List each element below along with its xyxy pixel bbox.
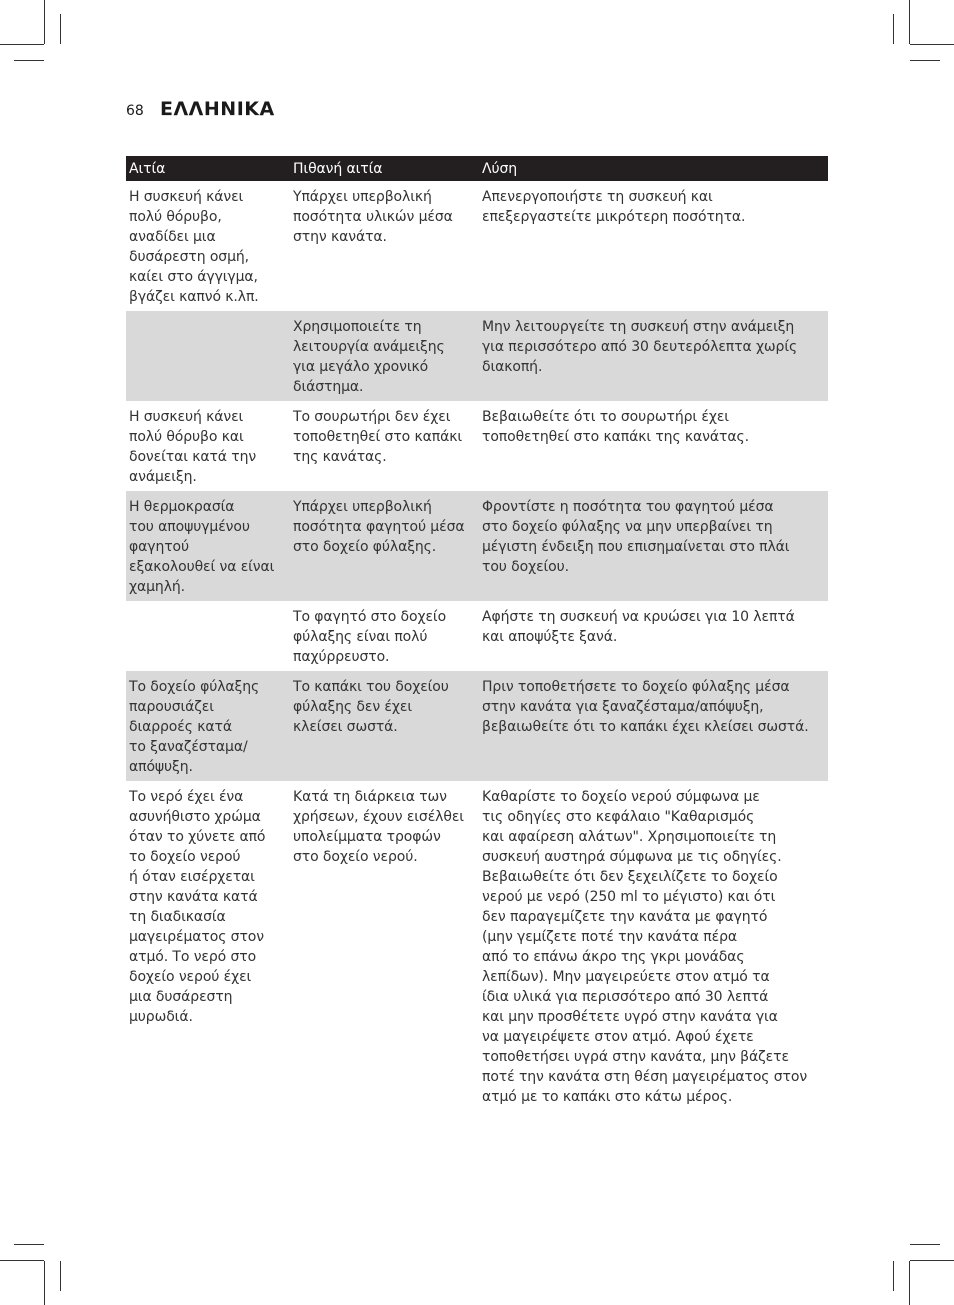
- table-row: [126, 181, 828, 311]
- table-row: [126, 671, 828, 781]
- troubleshooting-table: [126, 156, 828, 1111]
- possible-cause-cell: Χρησιμοποιείτε τη λειτουργία ανάμειξης για μεγάλο χρονικό διάστημα.: [290, 311, 479, 401]
- crop-mark: [910, 60, 940, 61]
- solution-cell: Καθαρίστε το δοχείο νερού σύμφωνα με τις οδηγίες στο κεφάλαιο "Καθαρισμός και αφαίρεση αλάτων". Χρησιμοποιείτε τη συσκευή αυστηρά σύμφωνα με τις οδηγίες. Βεβαιωθείτε ότι δεν ξεχειλίζετε το δοχείο νερού με νερό (250 ml το μέγιστο) και ότι δεν παραγεμίζετε την κανάτα με φαγητό (μην γεμίζετε ποτέ την κανάτα πέρα από το επάνω άκρο της γκρι μονάδας λεπίδων). Μην μαγειρεύετε στον ατμό τα ίδια υλικά για περισσότερο από 30 λεπτά και μην προσθέτετε υγρό στην κανάτα για να μαγειρέψετε στον ατμό. Αφού έχετε τοποθετήσει υγρά στην κανάτα, μην βάζετε ποτέ την κανάτα στη θέση μαγειρέματος στον ατμό με το καπάκι στο κάτω μέρος.: [482, 789, 808, 1105]
- column-header-possible-cause: Πιθανή αιτία: [290, 156, 479, 181]
- table-row: [126, 601, 828, 671]
- table-row: [126, 491, 828, 601]
- solution-cell: Αφήστε τη συσκευή να κρυώσει για 10 λεπτά και αποψύξτε ξανά.: [482, 609, 795, 645]
- cause-cell: Η συσκευή κάνει πολύ θόρυβο, αναδίδει μια δυσάρεστη οσμή, καίει στο άγγιγμα, βγάζει καπνό κ.λπ.: [129, 189, 259, 305]
- table-row: [126, 401, 828, 491]
- column-header-cause: Αιτία: [126, 156, 290, 181]
- solution-cell: Βεβαιωθείτε ότι το σουρωτήρι έχει τοποθετηθεί στο καπάκι της κανάτας.: [482, 409, 749, 445]
- solution-cell: Απενεργοποιήστε τη συσκευή και επεξεργαστείτε μικρότερη ποσότητα.: [482, 189, 746, 225]
- table-row: [126, 781, 828, 1111]
- crop-mark: [910, 1260, 954, 1261]
- possible-cause-cell: Υπάρχει υπερβολική ποσότητα υλικών μέσα στην κανάτα.: [293, 189, 453, 245]
- possible-cause-cell: Υπάρχει υπερβολική ποσότητα φαγητού μέσα στο δοχείο φύλαξης.: [290, 491, 479, 601]
- crop-mark: [893, 14, 894, 44]
- cause-cell: Η θερμοκρασία του αποψυγμένου φαγητού εξακολουθεί να είναι χαμηλή.: [126, 491, 290, 601]
- possible-cause-cell: Το σουρωτήρι δεν έχει τοποθετηθεί στο καπάκι της κανάτας.: [293, 409, 462, 465]
- possible-cause-cell: Το φαγητό στο δοχείο φύλαξης είναι πολύ παχύρρευστο.: [293, 609, 447, 665]
- solution-cell: Μην λειτουργείτε τη συσκευή στην ανάμειξη για περισσότερο από 30 δευτερόλεπτα χωρίς διακοπή.: [479, 311, 828, 401]
- possible-cause-cell: Κατά τη διάρκεια των χρήσεων, έχουν εισέλθει υπολείμματα τροφών στο δοχείο νερού.: [293, 789, 464, 865]
- table-body: [126, 181, 828, 1111]
- page-number: 68: [126, 103, 144, 119]
- solution-cell: Πριν τοποθετήσετε το δοχείο φύλαξης μέσα στην κανάτα για ξαναζέσταμα/απόψυξη, βεβαιωθείτε ότι το καπάκι έχει κλείσει σωστά.: [479, 671, 828, 781]
- solution-cell: Φροντίστε η ποσότητα του φαγητού μέσα στο δοχείο φύλαξης να μην υπερβαίνει τη μέγιστη ένδειξη που επισημαίνεται στο πλάι του δοχείου.: [479, 491, 828, 601]
- column-header-solution: Λύση: [479, 156, 828, 181]
- cause-cell: Η συσκευή κάνει πολύ θόρυβο και δονείται κατά την ανάμειξη.: [129, 409, 257, 485]
- crop-mark: [893, 1261, 894, 1291]
- crop-mark: [14, 60, 44, 61]
- crop-mark: [14, 1244, 44, 1245]
- cause-cell: [126, 601, 290, 671]
- table-header-row: [126, 156, 828, 181]
- crop-mark: [0, 44, 44, 45]
- cause-cell: [126, 311, 290, 401]
- crop-mark: [44, 0, 45, 44]
- crop-mark: [909, 1261, 910, 1305]
- page-header: [126, 98, 275, 120]
- cause-cell: Το δοχείο φύλαξης παρουσιάζει διαρροές κατά το ξαναζέσταμα/ απόψυξη.: [126, 671, 290, 781]
- crop-mark: [909, 0, 910, 44]
- crop-mark: [60, 1261, 61, 1291]
- crop-mark: [910, 1244, 940, 1245]
- table-row: [126, 311, 828, 401]
- crop-mark: [44, 1261, 45, 1305]
- crop-mark: [60, 14, 61, 44]
- crop-mark: [0, 1260, 44, 1261]
- cause-cell: Το νερό έχει ένα ασυνήθιστο χρώμα όταν το χύνετε από το δοχείο νερού ή όταν εισέρχεται στην κανάτα κατά τη διαδικασία μαγειρέματος στον ατμό. Το νερό στο δοχείο νερού έχει μια δυσάρεστη μυρωδιά.: [129, 789, 266, 1025]
- possible-cause-cell: Το καπάκι του δοχείου φύλαξης δεν έχει κλείσει σωστά.: [290, 671, 479, 781]
- page-language-title: ΕΛΛΗΝΙΚΑ: [160, 98, 275, 120]
- crop-mark: [910, 44, 954, 45]
